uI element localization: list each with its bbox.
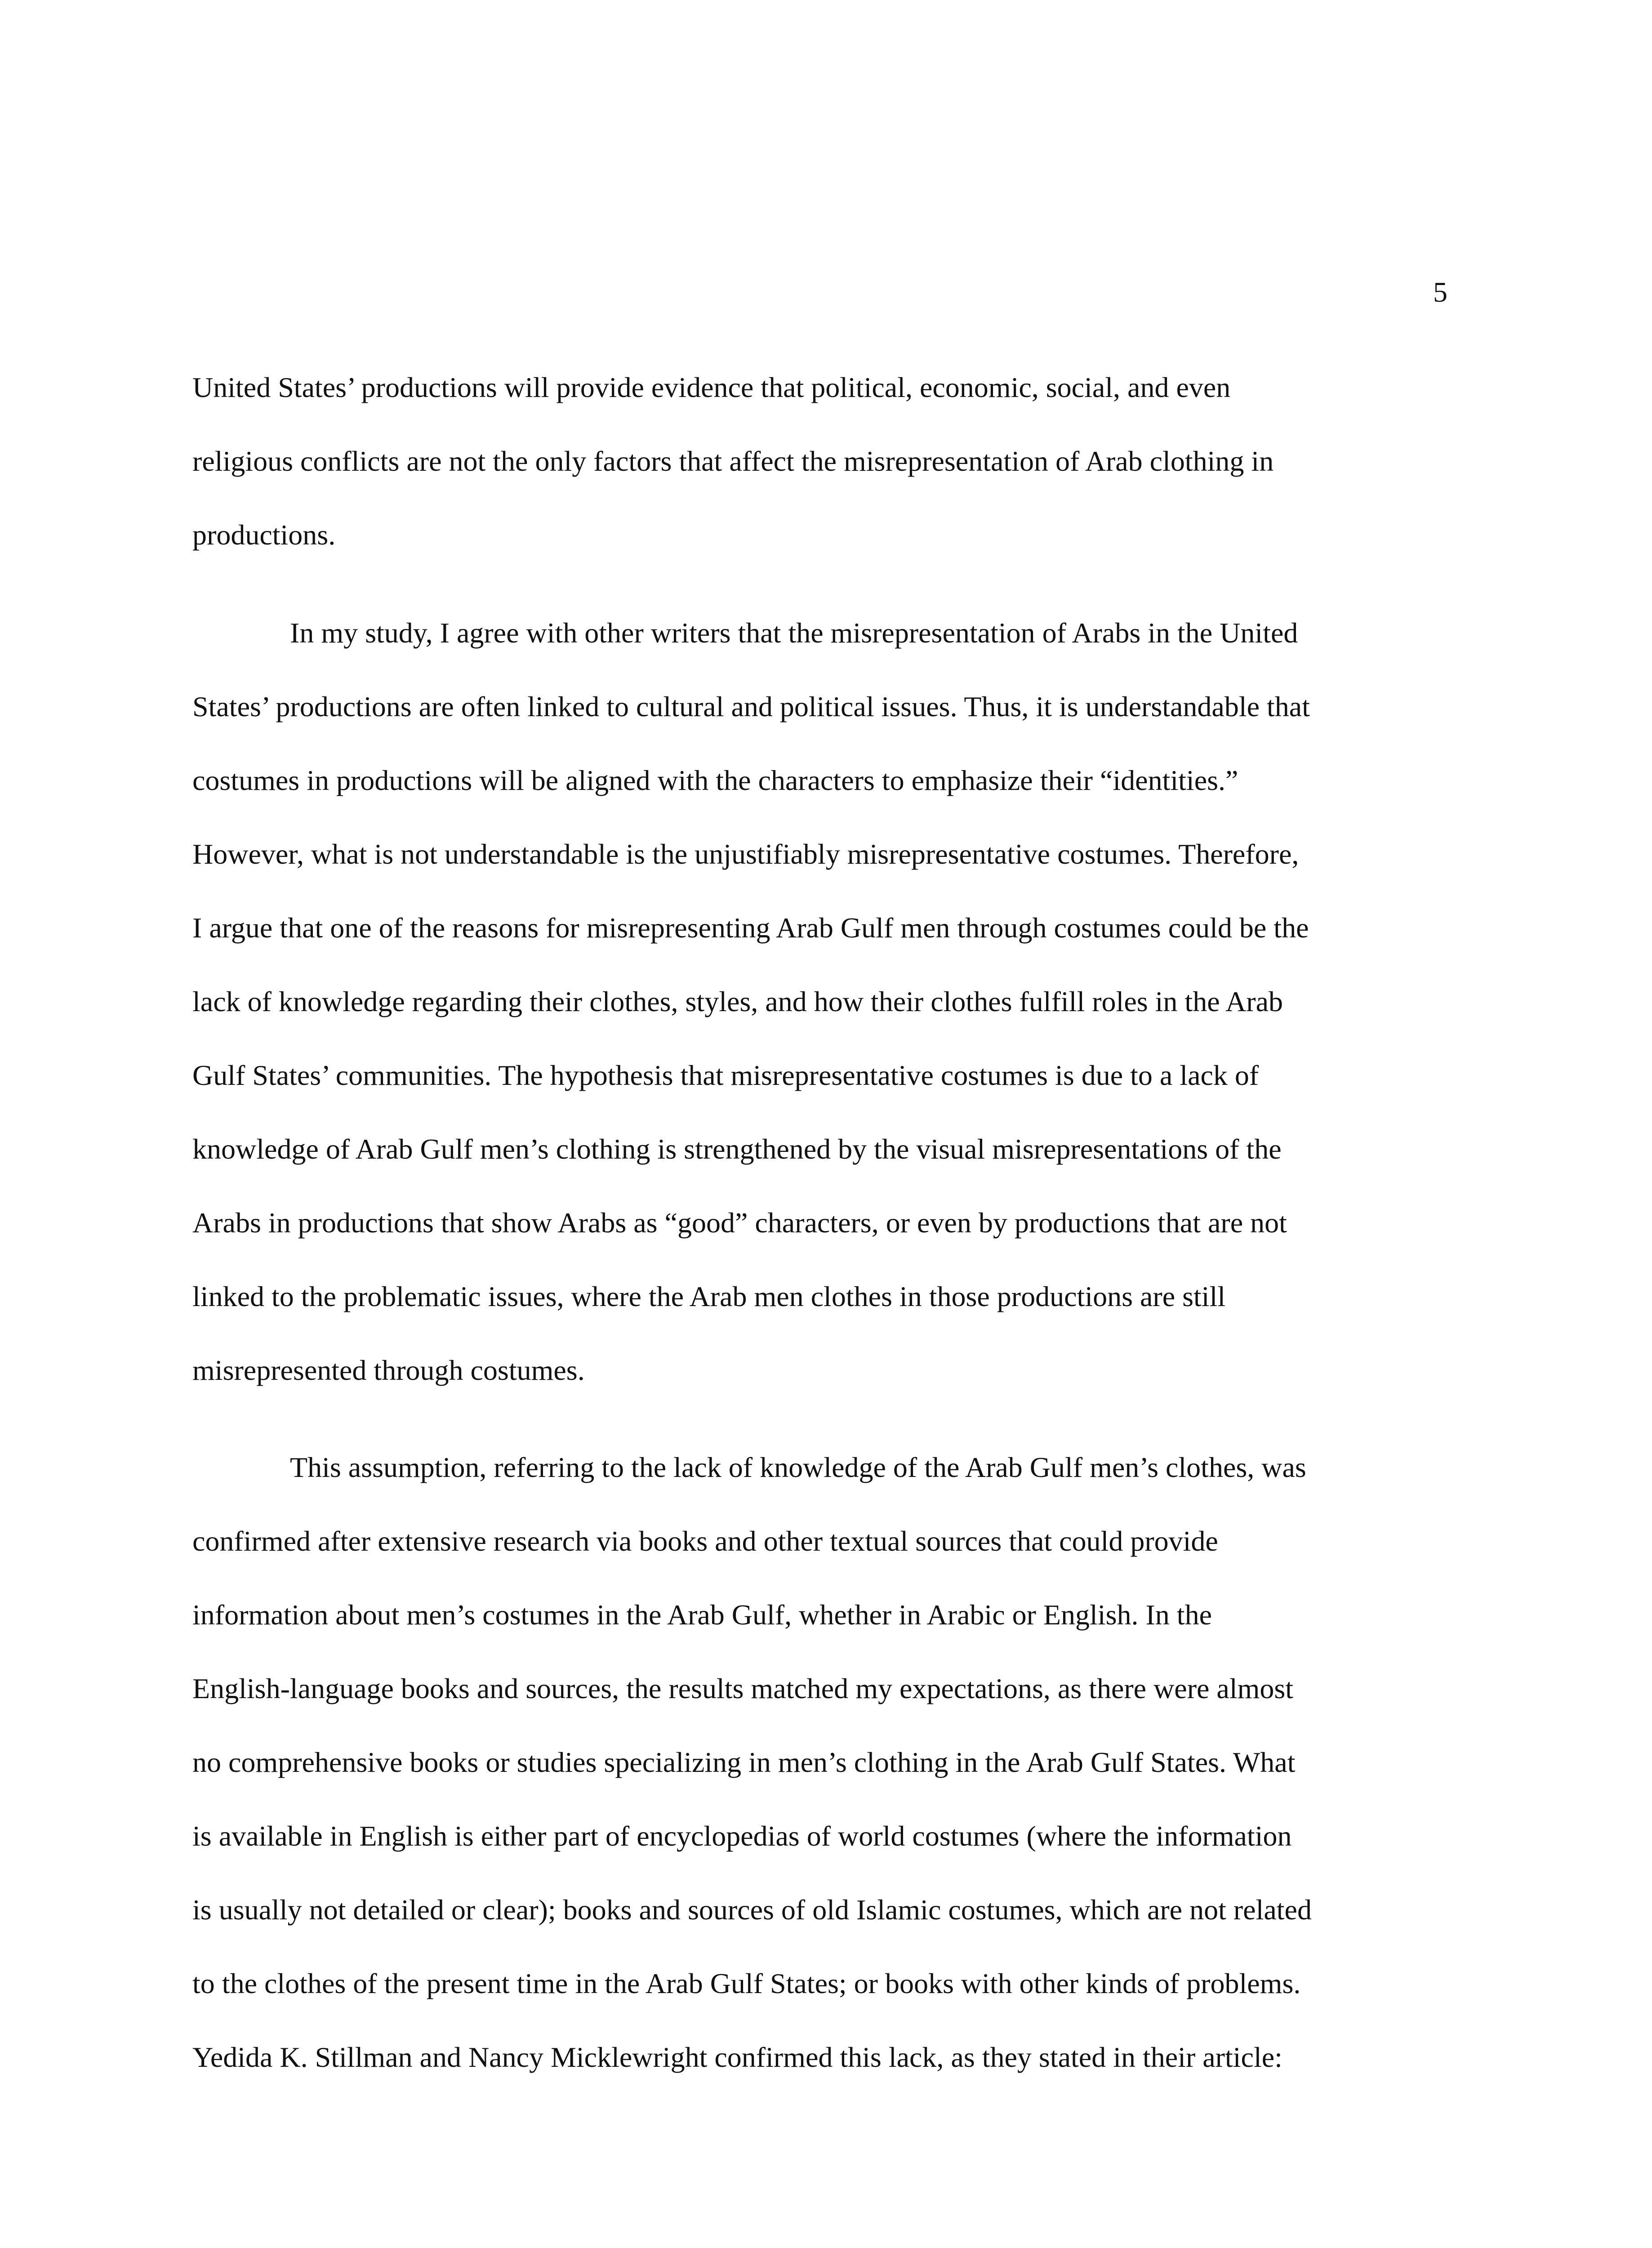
text-line: Arabs in productions that show Arabs as “good” characters, or even by productions that are not	[192, 1207, 1287, 1239]
text-line: information about men’s costumes in the Arab Gulf, whether in Arabic or English. In the	[192, 1599, 1212, 1631]
text-line: confirmed after extensive research via books and other textual sources that could provide	[192, 1525, 1218, 1557]
text-line: is usually not detailed or clear); books and sources of old Islamic costumes, which are not related	[192, 1894, 1312, 1926]
text-line: to the clothes of the present time in the Arab Gulf States; or books with other kinds of problems.	[192, 1967, 1301, 1999]
text-line: is available in English is either part of encyclopedias of world costumes (where the information	[192, 1820, 1292, 1852]
text-line: lack of knowledge regarding their clothes, styles, and how their clothes fulfill roles in the Arab	[192, 986, 1283, 1017]
text-line: knowledge of Arab Gulf men’s clothing is strengthened by the visual misrepresentations of the	[192, 1133, 1282, 1165]
paragraph-first-line: In my study, I agree with other writers that the misrepresentation of Arabs in the United	[290, 617, 1298, 649]
text-line: However, what is not understandable is the unjustifiably misrepresentative costumes. Therefore,	[192, 838, 1299, 870]
text-line: States’ productions are often linked to cultural and political issues. Thus, it is understandable that	[192, 691, 1310, 723]
text-line: no comprehensive books or studies specializing in men’s clothing in the Arab Gulf States. What	[192, 1746, 1296, 1778]
text-line: English-language books and sources, the results matched my expectations, as there were almost	[192, 1673, 1294, 1704]
text-line: Yedida K. Stillman and Nancy Micklewright confirmed this lack, as they stated in their article:	[192, 2041, 1282, 2073]
text-line: misrepresented through costumes.	[192, 1354, 585, 1386]
text-line: costumes in productions will be aligned with the characters to emphasize their “identities.”	[192, 764, 1238, 796]
page-number: 5	[1433, 276, 1447, 308]
text-line: productions.	[192, 519, 336, 551]
paragraph-first-line: This assumption, referring to the lack of knowledge of the Arab Gulf men’s clothes, was	[290, 1451, 1306, 1483]
text-line: religious conflicts are not the only factors that affect the misrepresentation of Arab clothing in	[192, 445, 1274, 477]
text-line: Gulf States’ communities. The hypothesis that misrepresentative costumes is due to a lack of	[192, 1059, 1259, 1091]
text-line: linked to the problematic issues, where the Arab men clothes in those productions are still	[192, 1280, 1226, 1312]
text-line: United States’ productions will provide evidence that political, economic, social, and even	[192, 371, 1231, 403]
text-line: I argue that one of the reasons for misrepresenting Arab Gulf men through costumes could be the	[192, 912, 1309, 944]
